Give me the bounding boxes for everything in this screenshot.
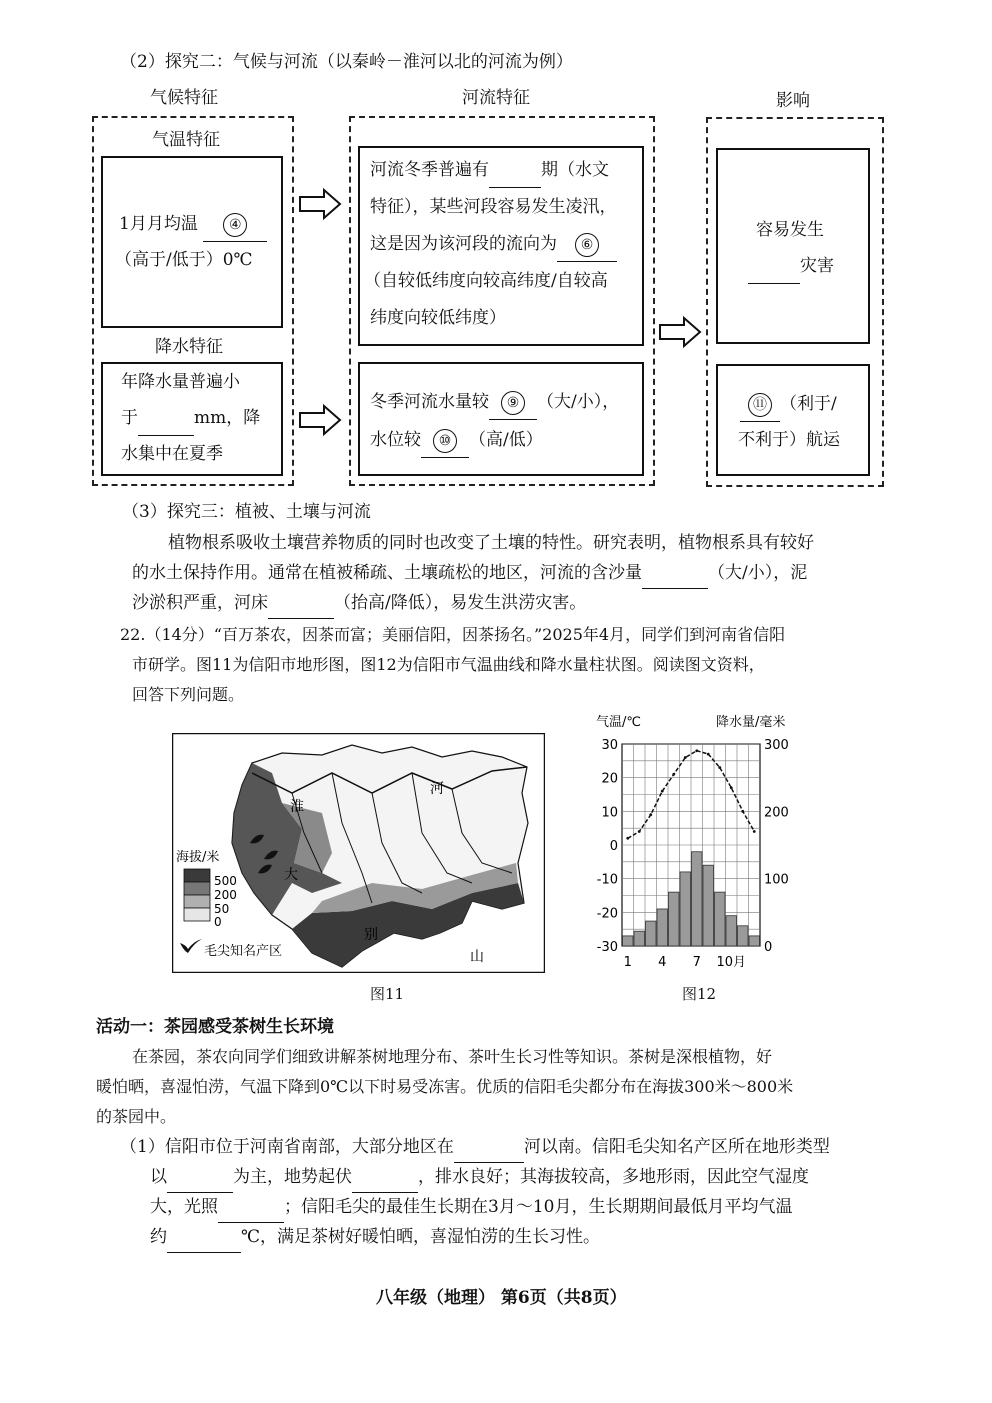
q1-l1b: 河以南。信阳毛尖知名产区所在地形类型	[523, 1137, 830, 1157]
month-tick-label: 7	[692, 955, 701, 970]
precip-bar	[726, 916, 737, 946]
river1-l3a: 这是因为该河段的流向为	[370, 234, 557, 254]
precip-bar	[657, 909, 668, 946]
section3-p2b: （大/小），泥	[708, 563, 808, 583]
river2-l2b: （高/低）	[469, 430, 543, 450]
riverbed-blank[interactable]	[268, 588, 334, 619]
sediment-blank[interactable]	[642, 558, 708, 589]
precip-bar	[680, 872, 691, 946]
q1-l2a: 以	[150, 1167, 167, 1187]
precip-bar	[715, 892, 726, 946]
precip-bar	[738, 926, 749, 946]
arrow-icon	[658, 316, 702, 348]
impact2-l1: （利于/	[780, 394, 837, 414]
river-box-2	[358, 362, 644, 476]
legend-level-2: 50	[214, 902, 230, 916]
precip-label: 降水特征	[155, 337, 223, 357]
arrow-icon	[298, 404, 342, 436]
legend-level-0: 500	[214, 874, 237, 888]
precip-tick-label: 0	[764, 940, 773, 955]
impact1-l1: 容易发生	[756, 220, 824, 240]
river1-l4: （自较低纬度向较高纬度/自较高	[364, 271, 608, 291]
q1-l4a: 约	[150, 1227, 167, 1247]
precip-tick-label: 100	[764, 872, 789, 888]
river1-num: ⑥	[575, 233, 599, 257]
temp-tick-label: -30	[596, 940, 618, 955]
label-bie: 别	[364, 927, 378, 943]
label-da: 大	[284, 867, 298, 883]
activity1-p1: 在茶园，茶农向同学们细致讲解茶树地理分布、茶叶生长习性等知识。茶树是深根植物，好	[132, 1047, 773, 1066]
section2-title: （2）探究二：气候与河流（以秦岭－淮河以北的河流为例）	[120, 52, 573, 72]
legend-level-3: 0	[214, 915, 222, 929]
q22-line3: 回答下列问题。	[132, 685, 245, 704]
section3-p3b: （抬高/降低），易发生洪涝灾害。	[334, 593, 587, 613]
precip-box	[101, 362, 283, 476]
terrain-map	[172, 733, 545, 973]
chart-left-axis-label: 气温/℃	[596, 715, 641, 730]
temp-tick-label: 10	[601, 805, 618, 821]
q1-blank-relief[interactable]	[352, 1162, 418, 1193]
river1-l2: 特征），某些河段容易发生凌汛，	[370, 197, 617, 217]
impact-box-1	[716, 148, 870, 344]
precip-line2a: 于	[121, 408, 138, 428]
col-impact-header: 影响	[776, 91, 810, 111]
section3-p3a: 沙淤积严重，河床	[132, 593, 268, 613]
section3-p2a: 的水土保持作用。通常在植被稀疏、土壤疏松的地区，河流的含沙量	[132, 563, 642, 583]
precip-bar	[703, 865, 714, 946]
temperature-point	[753, 830, 756, 833]
q1-l2c: ，排水良好；其海拔较高，多地形雨，因此空气湿度	[418, 1167, 809, 1187]
legend-title: 海拔/米	[176, 850, 220, 865]
precip-bar	[669, 892, 680, 946]
precip-bar	[646, 921, 657, 946]
river1-l1b: 期（水文	[541, 160, 609, 180]
q1-l4b: ℃，满足茶树好暖怕晒，喜湿怕涝的生长习性。	[241, 1227, 601, 1247]
climate-chart	[592, 708, 792, 973]
river2-num2: ⑩	[433, 429, 457, 453]
col-river-header: 河流特征	[462, 88, 530, 108]
temp-tick-label: 0	[609, 839, 618, 854]
impact1-l2: 灾害	[800, 256, 834, 276]
legend-level-1: 200	[214, 888, 237, 902]
temp-text-a: 1月月均温	[119, 214, 198, 234]
label-he: 河	[430, 781, 444, 797]
label-shan: 山	[470, 949, 484, 965]
month-tick-label: 1	[623, 955, 632, 970]
activity1-title: 活动一：茶园感受茶树生长环境	[96, 1017, 334, 1037]
impact2-l2: 不利于）航运	[738, 430, 840, 450]
q1-blank-temp[interactable]	[167, 1222, 241, 1253]
impact2-blank[interactable]	[740, 388, 780, 422]
page-footer: 八年级（地理） 第6页（共8页）	[376, 1288, 627, 1308]
col-climate-header: 气候特征	[150, 88, 218, 108]
temp-blank[interactable]	[203, 208, 267, 242]
q1-blank-light[interactable]	[218, 1192, 284, 1223]
q1-l3a: 大，光照	[150, 1197, 218, 1217]
q1-blank-terrain[interactable]	[167, 1162, 233, 1193]
activity1-p2: 暖怕晒，喜湿怕涝，气温下降到0℃以下时易受冻害。优质的信阳毛尖都分布在海拔300米～800米	[96, 1077, 794, 1096]
q1-blank-river[interactable]	[454, 1132, 524, 1163]
precip-bar	[692, 852, 703, 946]
temp-box	[101, 156, 283, 328]
month-tick-label: 10月	[716, 955, 747, 970]
q22-line1: 22.（14分）“百万茶农，因茶而富；美丽信阳，因茶扬名。”2025年4月，同学们到河南省信阳	[120, 625, 786, 644]
precip-line2b: mm，降	[194, 408, 261, 428]
precip-line1: 年降水量普遍小	[121, 372, 240, 392]
river2-blank-b[interactable]	[421, 424, 469, 458]
river1-blank-b[interactable]	[557, 228, 617, 262]
river2-num1: ⑨	[501, 391, 525, 415]
river1-l1a: 河流冬季普遍有	[370, 160, 489, 180]
label-huai: 淮	[290, 799, 304, 815]
temp-num: ④	[223, 213, 247, 237]
legend-tea: 毛尖知名产区	[204, 944, 283, 959]
precip-tick-label: 200	[764, 805, 789, 821]
precip-blank[interactable]	[138, 402, 194, 436]
month-tick-label: 4	[658, 955, 667, 970]
river2-l1a: 冬季河流水量较	[370, 392, 489, 412]
chart-right-axis-label: 降水量/毫米	[716, 715, 786, 730]
river1-l5: 纬度向较低纬度）	[370, 308, 506, 328]
temp-tick-label: -20	[596, 906, 618, 922]
temp-text-b: （高于/低于）0℃	[115, 250, 253, 270]
section3-p1: 植物根系吸收土壤营养物质的同时也改变了土壤的特性。研究表明，植物根系具有较好	[168, 533, 814, 553]
impact2-num: ⑪	[748, 393, 772, 417]
river2-l1b: （大/小），	[537, 392, 620, 412]
temp-tick-label: -10	[596, 872, 618, 888]
precip-bar	[749, 936, 760, 946]
temp-tick-label: 30	[601, 738, 618, 753]
impact-box-2	[716, 364, 870, 476]
temp-tick-label: 20	[601, 771, 618, 787]
section3-title: （3）探究三：植被、土壤与河流	[122, 502, 371, 522]
chart-caption: 图12	[682, 985, 717, 1003]
temp-label: 气温特征	[152, 130, 220, 150]
precip-tick-label: 300	[764, 738, 789, 753]
q1-l2b: 为主，地势起伏	[233, 1167, 352, 1187]
precip-bar	[623, 936, 634, 946]
precip-line3: 水集中在夏季	[121, 444, 223, 464]
q1-l3b: ；信阳毛尖的最佳生长期在3月～10月，生长期期间最低月平均气温	[284, 1197, 793, 1217]
precip-bar	[634, 931, 645, 946]
arrow-icon	[298, 188, 342, 220]
map-caption: 图11	[370, 985, 405, 1003]
activity1-p3: 的茶园中。	[96, 1107, 177, 1126]
q22-line2: 市研学。图11为信阳市地形图，图12为信阳市气温曲线和降水量柱状图。阅读图文资料，	[132, 655, 765, 674]
river1-blank-a[interactable]	[489, 154, 541, 188]
impact1-blank[interactable]	[748, 250, 800, 284]
q1-l1a: （1）信阳市位于河南省南部，大部分地区在	[120, 1137, 454, 1157]
river-box-1	[358, 146, 644, 346]
river2-blank-a[interactable]	[489, 386, 537, 420]
river2-l2a: 水位较	[370, 430, 421, 450]
